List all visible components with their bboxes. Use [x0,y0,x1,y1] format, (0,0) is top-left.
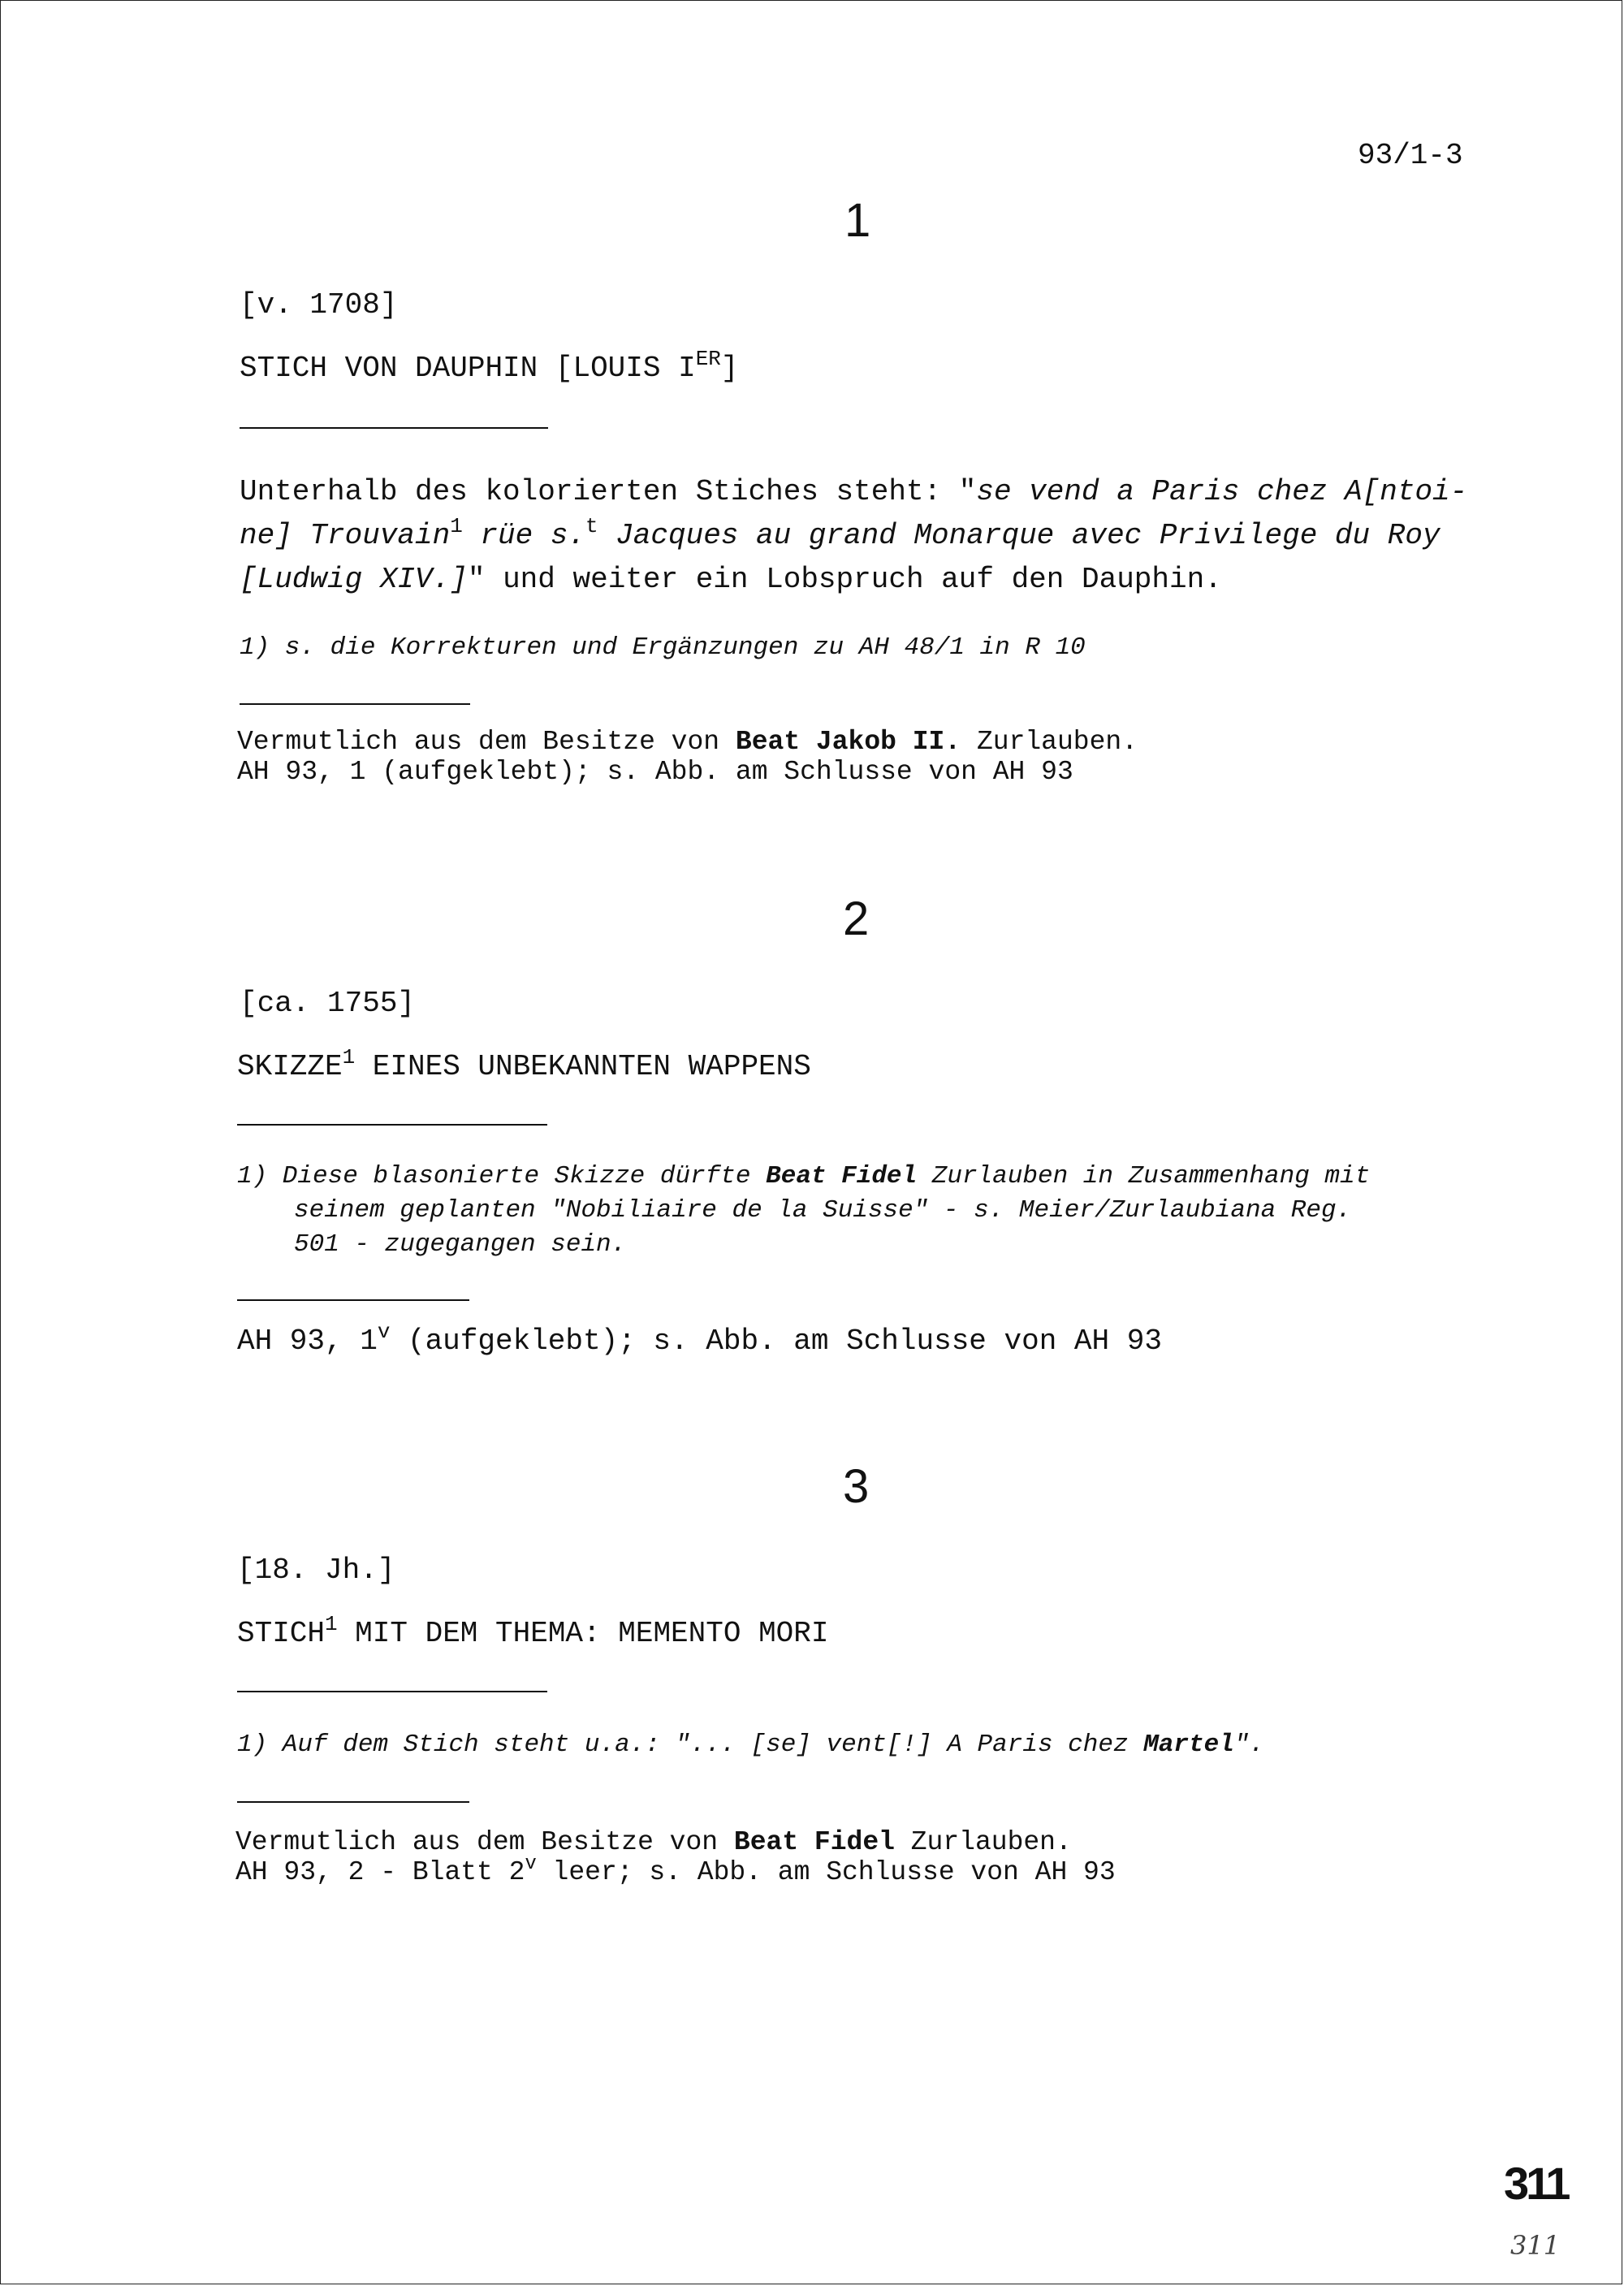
text-segment: 1) Auf dem Stich steht u.a.: "... [se] vent[!] A Paris chez [237,1731,1144,1759]
entry-2-title-rule [237,1124,547,1126]
entry-2-date: [ca. 1755] [240,987,416,1020]
entry-3-title-text: STICH [237,1617,326,1650]
text-segment: Zurlauben in Zusammenhang mit [917,1162,1371,1191]
entry-1-date: [v. 1708] [240,288,398,322]
text-segment: ". [1233,1731,1265,1759]
entry-1-title-rule [240,427,548,429]
page-number-stamp: 311 [1504,2158,1568,2209]
entry-2-footnote-line-3: 501 - zugegangen sein. [294,1230,627,1259]
document-reference: 93/1-3 [1358,139,1463,172]
text-segment: AH 93, 2 - Blatt 2 [235,1857,525,1887]
quote-segment: Jacques au grand Monarque avec Privilege du Roy [598,519,1440,552]
footnote-marker: 1 [325,1611,338,1636]
person-name: Beat Fidel [733,1827,895,1857]
entry-3-number: 3 [843,1460,870,1513]
text-segment: Vermutlich aus dem Besitze von [237,727,736,757]
text-segment: 1) Diese blasonierte Skizze dürfte [237,1162,767,1191]
entry-3-location [235,1852,1116,1887]
text-segment: (aufgeklebt); s. Abb. am Schlusse von AH 93 [390,1324,1162,1358]
quote-segment: ne] Trouvain [240,519,451,552]
entry-2-title-text: SKIZZE [237,1050,343,1083]
entry-3-title [237,1611,829,1652]
quote-segment: se vend a Paris chez A[ntoi- [976,475,1468,508]
entry-1-number: 1 [844,194,871,247]
entry-1-title-end: ] [720,352,739,385]
text-segment: " und weiter ein Lobspruch auf den Dauphin. [467,563,1222,596]
footnote-marker: 1 [450,513,463,538]
entry-2-title [237,1044,811,1085]
entry-1-text-line-3 [240,562,1222,598]
entry-1-text-line-2 [240,513,1440,554]
text-segment: leer; s. Abb. am Schlusse von AH 93 [536,1857,1116,1887]
entry-2-location [237,1319,1162,1359]
entry-1-text-line-1 [240,474,1467,510]
entry-3-provenance [235,1827,1072,1857]
entry-3-footnote [237,1728,1264,1762]
entry-3-title-rule [237,1691,547,1692]
text-segment: Zurlauben. [894,1827,1072,1857]
text-segment: AH 93, 1 [237,1324,378,1358]
entry-2-number: 2 [843,892,870,945]
person-name: Beat Fidel [766,1162,918,1191]
entry-1-footnote-rule [240,703,470,705]
person-name: Martel [1143,1731,1234,1759]
verso-marker: v [377,1319,391,1344]
entry-2-footnote-line-1 [237,1160,1370,1194]
quote-segment: [Ludwig XIV.] [240,563,468,596]
entry-1-location: AH 93, 1 (aufgeklebt); s. Abb. am Schlusse von AH 93 [237,757,1073,787]
text-segment: Zurlauben. [961,727,1138,757]
entry-1-footnote: 1) s. die Korrekturen und Ergänzungen zu AH 48/1 in R 10 [240,633,1086,662]
superscript-letter: t [585,513,598,538]
entry-1-title-text: STICH VON DAUPHIN [LOUIS I [240,352,696,385]
footnote-marker: 1 [342,1044,356,1070]
entry-1-title [240,346,739,387]
handwritten-page-number: 311 [1510,2230,1561,2261]
person-name: Beat Jakob II. [735,727,961,757]
verso-marker: v [525,1852,537,1875]
text-segment: Vermutlich aus dem Besitze von [235,1827,734,1857]
entry-3-date: [18. Jh.] [237,1554,395,1587]
entry-2-title-end: EINES UNBEKANNTEN WAPPENS [355,1050,811,1083]
text-segment: Unterhalb des kolorierten Stiches steht: " [240,475,977,508]
entry-3-footnote-rule [237,1801,469,1803]
entry-2-footnote-line-2: seinem geplanten "Nobiliaire de la Suisse" - s. Meier/Zurlaubiana Reg. [294,1196,1352,1225]
entry-1-provenance [237,727,1138,757]
entry-1-title-superscript: ER [695,346,721,371]
quote-segment: rüe s. [462,519,586,552]
entry-3-title-end: MIT DEM THEMA: MEMENTO MORI [337,1617,829,1650]
entry-2-footnote-rule [237,1299,469,1301]
